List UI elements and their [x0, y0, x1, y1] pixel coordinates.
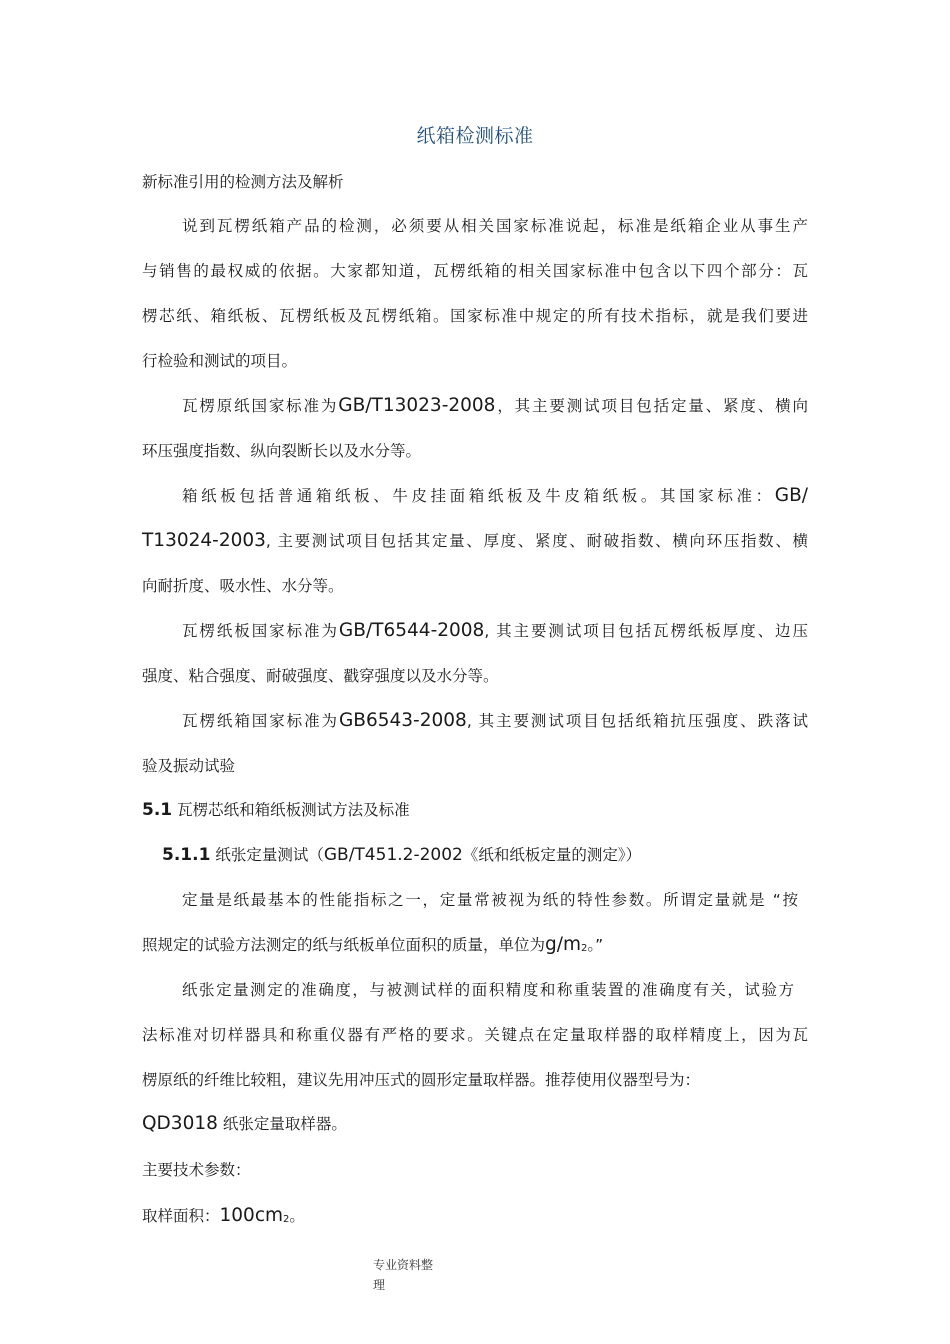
paragraph-line: [142, 933, 603, 961]
paragraph-line: 纸张定量测定的准确度，与被测试样的面积精度和称重装置的准确度有关，试验方: [182, 981, 794, 999]
text-span: 纸张定量测试（: [215, 846, 324, 864]
standard-code: GB6543-2008: [338, 710, 467, 731]
text-span: 瓦楞纸板国家标准为: [182, 622, 339, 640]
text-span: 。: [289, 1207, 305, 1225]
paragraph-line: 验及振动试验: [142, 757, 236, 775]
text-span: 《纸和纸板定量的测定》）: [462, 846, 642, 864]
paragraph-line: [182, 394, 808, 418]
footer-line: 理: [373, 1278, 386, 1292]
paragraph-line: [142, 1204, 305, 1232]
unit-text: g/m: [545, 934, 582, 955]
text-span: 箱纸板包括普通箱纸板、牛皮挂面箱纸板及牛皮箱纸板。其国家标准：: [182, 487, 775, 505]
paragraph-line: [182, 484, 808, 508]
standard-code: GB/T13023-2008: [338, 395, 496, 416]
paragraph-line: 主要技术参数：: [142, 1161, 251, 1179]
text-span: 瓦楞纸箱国家标准为: [182, 712, 339, 730]
paragraph-line: 强度、粘合强度、耐破强度、戳穿强度以及水分等。: [142, 667, 499, 685]
standard-code: GB/: [774, 485, 808, 506]
instrument-model: QD3018: [142, 1113, 218, 1134]
paragraph-line: 与销售的最权威的依据。大家都知道，瓦楞纸箱的相关国家标准中包含以下四个部分：瓦: [142, 262, 808, 280]
standard-code: GB/T6544-2008: [338, 620, 485, 641]
subsection-number: 5.1.1: [162, 845, 211, 865]
text-span: , 其主要测试项目包括纸箱抗压强度、跌落试: [466, 712, 808, 730]
section-heading-text: 瓦楞芯纸和箱纸板测试方法及标准: [177, 801, 410, 819]
text-span: 瓦楞原纸国家标准为: [182, 397, 339, 415]
paragraph-line: 楞原纸的纤维比较粗，建议先用冲压式的圆形定量取样器。推荐使用仪器型号为：: [142, 1071, 701, 1089]
text-span: 。”: [587, 936, 604, 954]
document-subtitle: 新标准引用的检测方法及解析: [142, 173, 344, 191]
standard-code: T13024-2003: [142, 530, 266, 551]
paragraph-line: [182, 619, 808, 643]
section-number: 5.1: [142, 800, 173, 820]
standard-code: GB/T451.2-2002: [323, 845, 463, 865]
subsection-heading: [162, 843, 641, 867]
text-span: , 主要测试项目包括其定量、厚度、紧度、耐破指数、横向环压指数、横: [265, 532, 808, 550]
section-heading: [142, 798, 410, 822]
paragraph-line: [142, 529, 808, 553]
paragraph-line: 行检验和测试的项目。: [142, 352, 298, 370]
text-span: 取样面积：: [142, 1207, 220, 1225]
text-span: , 其主要测试项目包括瓦楞纸板厚度、边压: [484, 622, 808, 640]
paragraph-line: [142, 1112, 347, 1136]
unit-subscript: 2: [283, 1214, 290, 1225]
footer-line: 专业资料整: [373, 1258, 434, 1272]
unit-subscript: 2: [581, 943, 588, 954]
paragraph-line: 向耐折度、吸水性、水分等。: [142, 577, 344, 595]
page-footer: [373, 1255, 433, 1295]
paragraph-line: 法标准对切样器具和称重仪器有严格的要求。关键点在定量取样器的取样精度上，因为瓦: [142, 1026, 808, 1044]
text-span: 照规定的试验方法测定的纸与纸板单位面积的质量，单位为: [142, 936, 546, 954]
paragraph-line: 楞芯纸、箱纸板、瓦楞纸板及瓦楞纸箱。国家标准中规定的所有技术指标，就是我们要进: [142, 307, 808, 325]
paragraph-line: 定量是纸最基本的性能指标之一，定量常被视为纸的特性参数。所谓定量就是 “按: [182, 891, 798, 909]
text-span: 纸张定量取样器。: [217, 1115, 347, 1133]
paragraph-line: [182, 709, 808, 733]
value-text: 100cm: [219, 1205, 284, 1226]
document-title: 纸箱检测标准: [416, 125, 534, 147]
paragraph-line: 说到瓦楞纸箱产品的检测，必须要从相关国家标准说起，标准是纸箱企业从事生产: [182, 217, 808, 235]
paragraph-line: 环压强度指数、纵向裂断长以及水分等。: [142, 442, 422, 460]
text-span: ，其主要测试项目包括定量、紧度、横向: [495, 397, 808, 415]
